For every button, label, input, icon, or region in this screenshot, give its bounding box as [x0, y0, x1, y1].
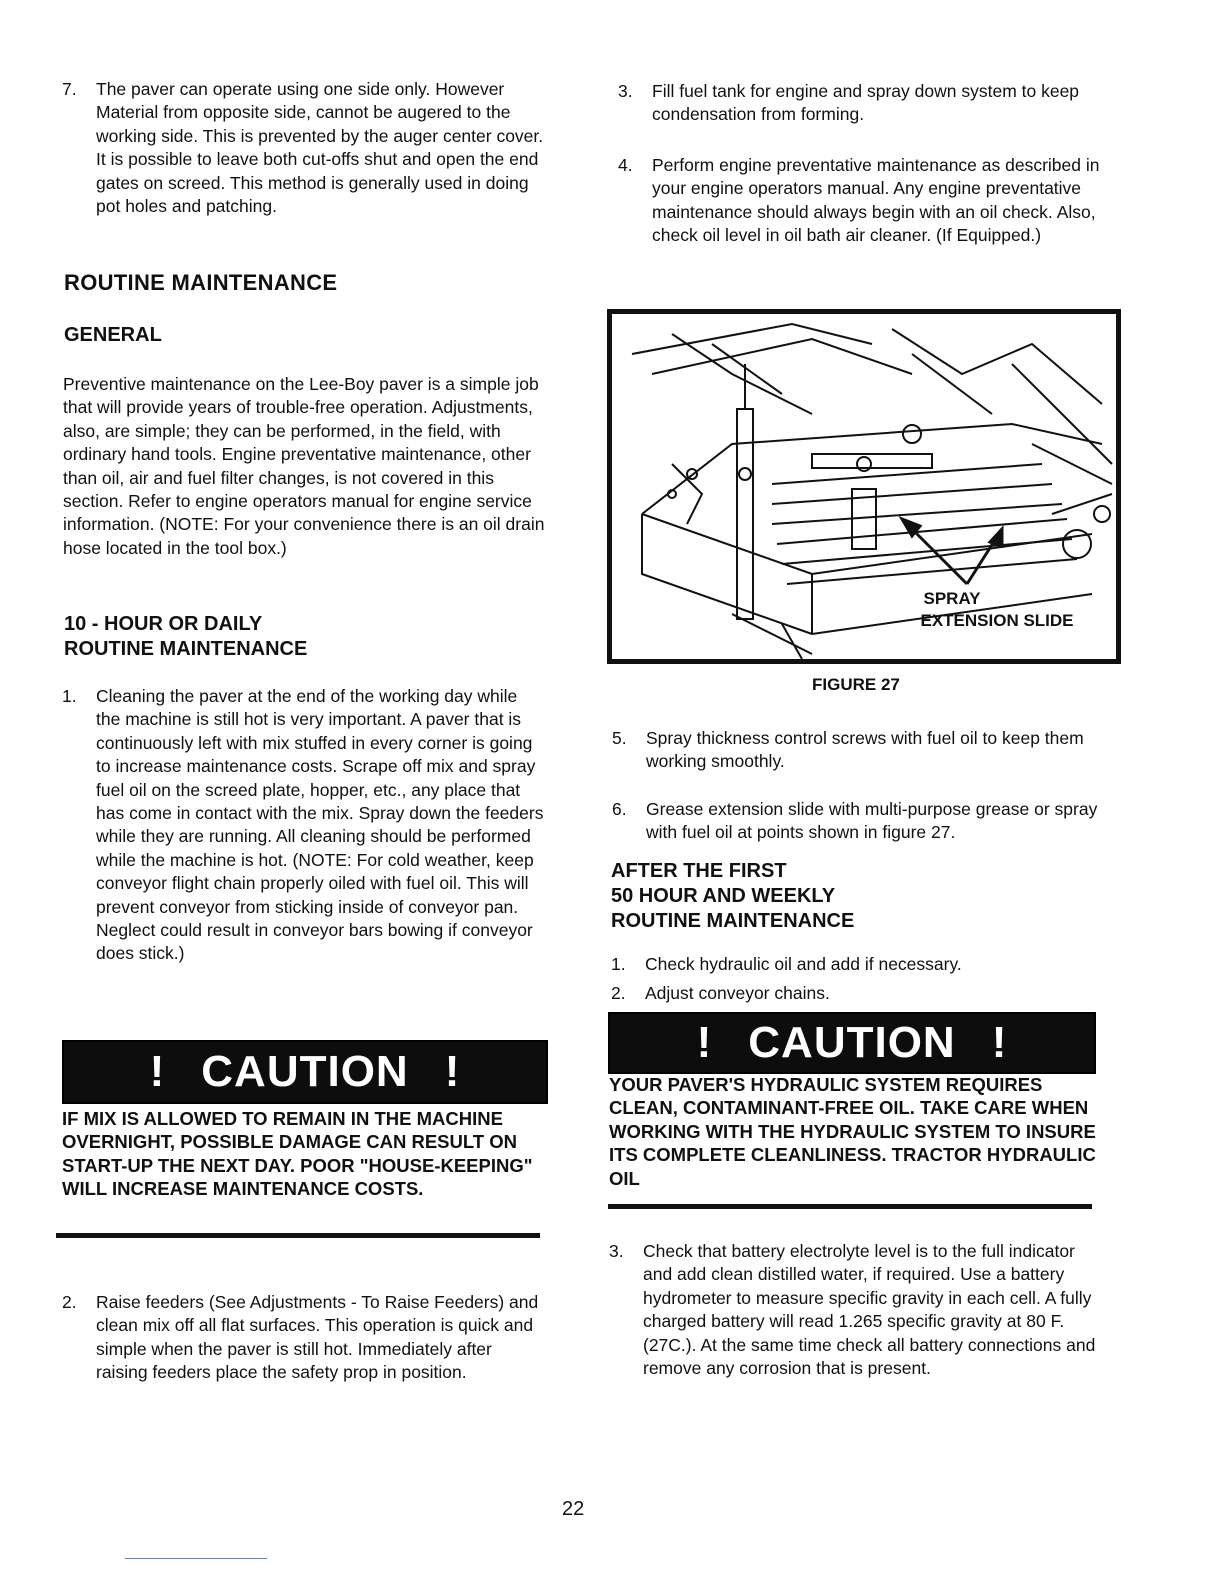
- subheading-weekly-3: ROUTINE MAINTENANCE: [611, 910, 855, 932]
- weekly-item-1: [611, 953, 1103, 976]
- list-item-4: [618, 154, 1104, 248]
- list-item-7: [62, 78, 552, 218]
- subheading-daily-2: ROUTINE MAINTENANCE: [64, 638, 308, 660]
- item-text: Raise feeders (See Adjustments - To Raise Feeders) and clean mix off all flat surfaces. This operation is quick and simple when the paver is still hot. Immediately after raising feeders place the safety prop in position.: [96, 1292, 539, 1383]
- subheading-general: GENERAL: [64, 324, 162, 346]
- divider: [608, 1204, 1092, 1209]
- weekly-item-3: [609, 1240, 1101, 1380]
- item-number: 5.: [612, 728, 627, 748]
- section-heading-routine-maintenance: ROUTINE MAINTENANCE: [64, 270, 338, 295]
- list-item-3-fuel: [618, 80, 1104, 127]
- figure-caption: FIGURE 27: [812, 675, 900, 694]
- item-number: 7.: [62, 79, 77, 99]
- item-number: 1.: [62, 686, 77, 706]
- callout-extension-slide: EXTENSION SLIDE: [920, 611, 1074, 630]
- item-text: Check that battery electrolyte level is to the full indicator and add clean distilled water, if required. Use a battery hydrometer to measure specific gravity in each cell. A fully charged battery will read 1.265 specific gravity at 80 F. (27C.). At the same time check all battery connections and remove any corrosion that is present.: [643, 1241, 1096, 1379]
- figure-27-illustration: [607, 309, 1121, 664]
- item-text: Spray thickness control screws with fuel oil to keep them working smoothly.: [646, 728, 1084, 772]
- caution-word: CAUTION: [748, 1018, 956, 1067]
- item-text: Perform engine preventative maintenance as described in your engine operators manual. Any engine preventative maintenance should always begin with an oil check. Also, check oil level in oil bath air cleaner. (If Equipped.): [652, 155, 1100, 246]
- list-item-2: [62, 1291, 546, 1385]
- item-number: 1.: [611, 954, 626, 974]
- list-item-5: [612, 727, 1104, 774]
- divider: [56, 1233, 540, 1238]
- item-number: 2.: [611, 983, 626, 1003]
- item-number: 6.: [612, 799, 627, 819]
- caution-text-left: IF MIX IS ALLOWED TO REMAIN IN THE MACHINE OVERNIGHT, POSSIBLE DAMAGE CAN RESULT ON START-UP THE NEXT DAY. POOR "HOUSE-KEEPING" WILL INCREASE MAINTENANCE COSTS.: [62, 1108, 533, 1200]
- item-text: Grease extension slide with multi-purpose grease or spray with fuel oil at points shown in figure 27.: [646, 799, 1098, 843]
- list-item-6: [612, 798, 1104, 845]
- caution-banner-left: [62, 1040, 548, 1104]
- figure-callout: [892, 588, 1102, 632]
- list-item-1: [62, 685, 546, 966]
- item-text: Fill fuel tank for engine and spray down system to keep condensation from forming.: [652, 81, 1080, 125]
- item-text: Check hydraulic oil and add if necessary.: [645, 954, 962, 974]
- item-text: Adjust conveyor chains.: [645, 983, 830, 1003]
- general-paragraph: Preventive maintenance on the Lee-Boy paver is a simple job that will provide years of trouble-free operation. Adjustments, also, are simple; they can be performed, in the field, with ordinary hand tools. Engine preventative maintenance, other than oil, air and fuel filter changes, is not covered in this section. Refer to engine operators manual for engine service information. (NOTE: For your convenience there is an oil drain hose located in the tool box.): [63, 374, 545, 558]
- item-text: Cleaning the paver at the end of the working day while the machine is still hot is very important. A paver that is continuously left with mix stuffed in every corner is going to increase maintenance costs. Scrape off mix and spray fuel oil on the screed plate, hopper, etc., any place that has come in contact with the mix. Spray down the feeders while they are running. All cleaning should be performed while the machine is hot. (NOTE: For cold weather, keep conveyor flight chain properly oiled with fuel oil. This will prevent conveyor from sticking inside of conveyor pan. Neglect could result in conveyor bars bowing if conveyor does stick.): [96, 686, 544, 964]
- callout-spray: SPRAY: [923, 589, 981, 608]
- exclamation-icon: !: [444, 1047, 461, 1096]
- item-text: The paver can operate using one side only. However Material from opposite side, cannot be augered to the working side. This is prevented by the auger center cover. It is possible to leave both cut-offs shut and open the end gates on screed. This method is generally used in doing pot holes and patching.: [96, 79, 544, 217]
- caution-word: CAUTION: [201, 1047, 409, 1096]
- page-number: 22: [562, 1498, 585, 1520]
- weekly-item-2: [611, 982, 1103, 1005]
- item-number: 3.: [618, 81, 633, 101]
- subheading-weekly-1: AFTER THE FIRST: [611, 860, 787, 882]
- subheading-weekly-2: 50 HOUR AND WEEKLY: [611, 885, 836, 907]
- item-number: 4.: [618, 155, 633, 175]
- exclamation-icon: !: [696, 1018, 713, 1067]
- exclamation-icon: !: [991, 1018, 1008, 1067]
- item-number: 2.: [62, 1292, 77, 1312]
- exclamation-icon: !: [149, 1047, 166, 1096]
- item-number: 3.: [609, 1241, 624, 1261]
- footer-line: [125, 1558, 267, 1559]
- caution-text-right: YOUR PAVER'S HYDRAULIC SYSTEM REQUIRES CLEAN, CONTAMINANT-FREE OIL. TAKE CARE WHEN WORKING WITH THE HYDRAULIC SYSTEM TO INSURE ITS COMPLETE CLEANLINESS. TRACTOR HYDRAULIC OIL: [609, 1074, 1096, 1189]
- caution-banner-right: [608, 1012, 1096, 1074]
- subheading-daily-1: 10 - HOUR OR DAILY: [64, 613, 263, 635]
